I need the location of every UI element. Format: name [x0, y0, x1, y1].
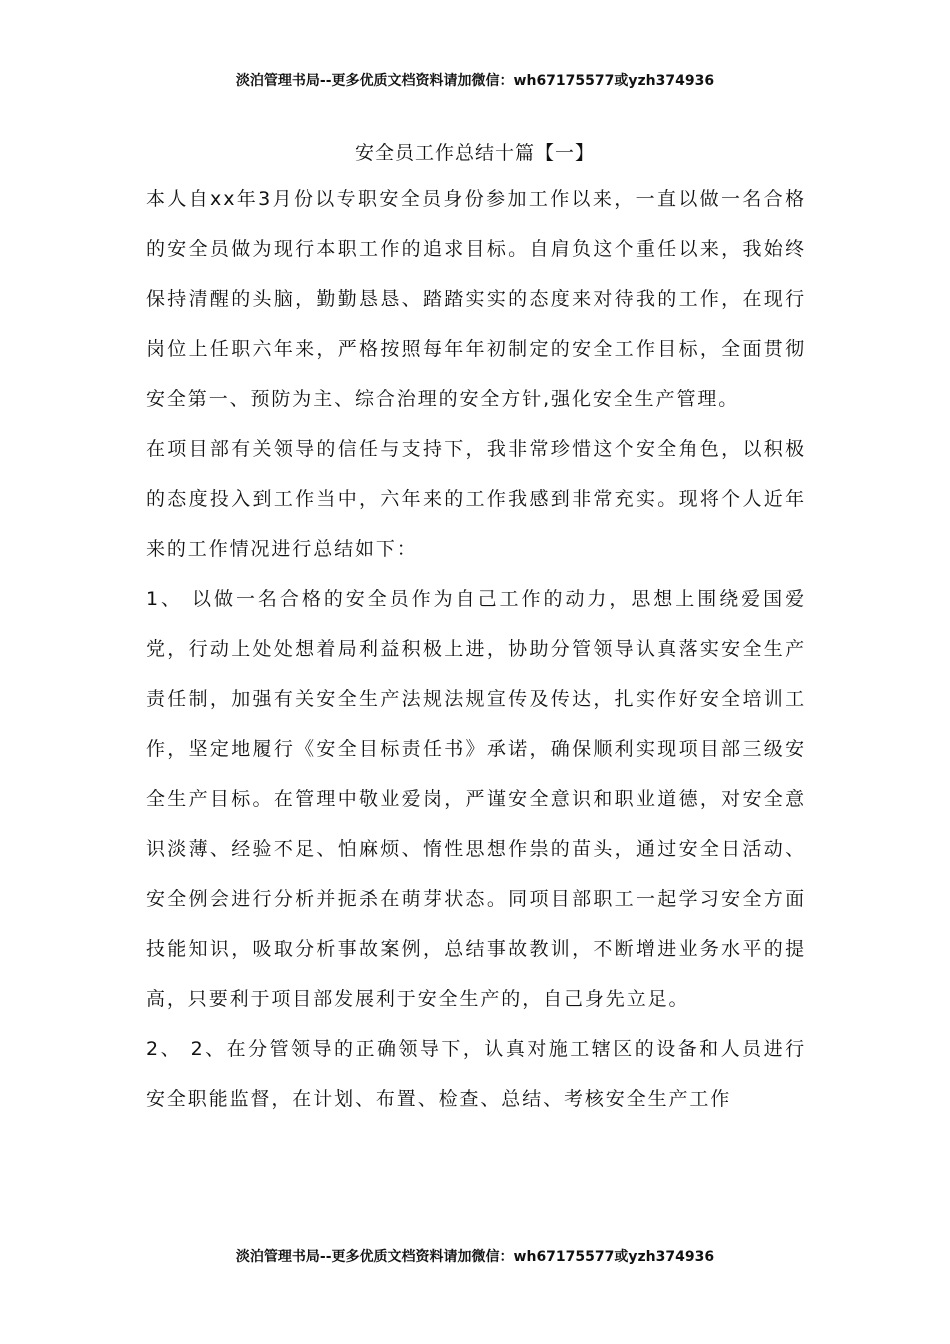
page-footer: 淡泊管理书局--更多优质文档资料请加微信：wh67175577或yzh374936: [235, 1249, 715, 1265]
paragraph-intro: 本人自xx年3月份以专职安全员身份参加工作以来，一直以做一名合格的安全员做为现行本职工作的追求目标。自肩负这个重任以来，我始终保持清醒的头脑，勤勤恳恳、踏踏实实的态度来对待我的工作，在现行岗位上任职六年来，严格按照每年年初制定的安全工作目标，全面贯彻安全第一、预防为主、综合治理的安全方针,强化安全生产管理。: [146, 188, 806, 410]
paragraph-item-1: 1、 以做一名合格的安全员作为自己工作的动力，思想上围绕爱国爱党，行动上处处想着局利益积极上进，协助分管领导认真落实安全生产责任制，加强有关安全生产法规法规宣传及传达，扎实作好安全培训工作，坚定地履行《安全目标责任书》承诺，确保顺利实现项目部三级安全生产目标。在管理中敬业爱岗，严谨安全意识和职业道德，对安全意识淡薄、经验不足、怕麻烦、惰性思想作祟的苗头，通过安全日活动、安全例会进行分析并扼杀在萌芽状态。同项目部职工一起学习安全方面技能知识，吸取分析事故案例，总结事故教训，不断增进业务水平的提高，只要利于项目部发展利于安全生产的，自己身先立足。: [146, 588, 806, 1010]
document-title: 安全员工作总结十篇【一】: [354, 142, 595, 164]
paragraph-summary-lead: 在项目部有关领导的信任与支持下，我非常珍惜这个安全角色，以积极的态度投入到工作当中，六年来的工作我感到非常充实。现将个人近年来的工作情况进行总结如下：: [146, 438, 806, 560]
document-body: [146, 174, 806, 1124]
paragraph-item-2: 2、 2、在分管领导的正确领导下，认真对施工辖区的设备和人员进行安全职能监督，在计划、布置、检查、总结、考核安全生产工作: [146, 1038, 806, 1110]
page-header: 淡泊管理书局--更多优质文档资料请加微信：wh67175577或yzh374936: [235, 73, 715, 89]
